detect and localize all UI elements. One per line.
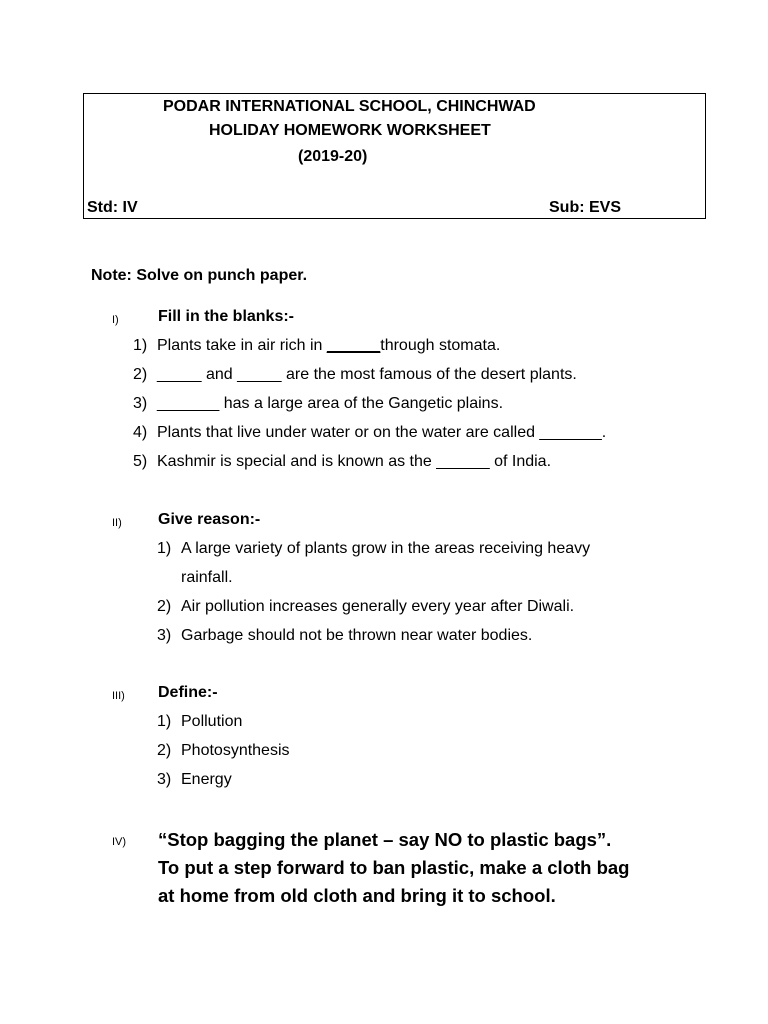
list-item <box>157 771 232 789</box>
activity-line: at home from old cloth and bring it to school. <box>158 885 556 906</box>
header-box <box>83 93 706 219</box>
item-text: through stomata. <box>380 337 501 354</box>
list-item <box>157 598 574 616</box>
item-number: 2) <box>157 598 172 615</box>
item-text: Plants take in air rich in <box>157 337 327 354</box>
list-item <box>157 540 590 558</box>
item-number: 1) <box>157 540 172 557</box>
item-continuation: rainfall. <box>181 569 233 586</box>
list-item <box>133 337 500 355</box>
item-text: Plants that live under water or on the water are called _______. <box>157 424 607 441</box>
section-number: IV) <box>112 836 127 848</box>
standard-label: Std: IV <box>87 199 138 216</box>
item-text: _______ has a large area of the Gangetic plains. <box>157 395 504 412</box>
slogan-line: “Stop bagging the planet – say NO to plastic bags”. <box>158 829 612 850</box>
item-number: 3) <box>157 627 172 644</box>
section-heading: Give reason:- <box>158 511 261 528</box>
list-item <box>133 453 551 471</box>
list-item <box>157 713 242 731</box>
worksheet-title: HOLIDAY HOMEWORK WORKSHEET <box>209 122 491 139</box>
item-text: Kashmir is special and is known as the ______ of India. <box>157 453 552 470</box>
item-number: 3) <box>133 395 148 412</box>
item-number: 5) <box>133 453 148 470</box>
item-number: 3) <box>157 771 172 788</box>
item-text: Air pollution increases generally every year after Diwali. <box>181 598 575 615</box>
item-number: 1) <box>157 713 172 730</box>
academic-year: (2019-20) <box>298 148 368 165</box>
plastic-bag-activity <box>158 826 629 910</box>
list-item <box>157 627 532 645</box>
item-number: 2) <box>133 366 148 383</box>
item-text: Pollution <box>181 713 243 730</box>
item-text: Garbage should not be thrown near water bodies. <box>181 627 533 644</box>
section-heading: Fill in the blanks:- <box>158 308 295 325</box>
section-heading: Define:- <box>158 684 218 701</box>
item-text: Photosynthesis <box>181 742 290 759</box>
item-number: 1) <box>133 337 148 354</box>
note: Note: Solve on punch paper. <box>91 267 308 284</box>
section-number: II) <box>112 517 122 529</box>
list-item <box>133 424 606 442</box>
item-text: Energy <box>181 771 232 788</box>
list-item <box>133 395 503 413</box>
blank: ______ <box>326 337 381 354</box>
item-text: A large variety of plants grow in the areas receiving heavy <box>181 540 591 557</box>
section-number: III) <box>112 690 125 702</box>
list-item <box>157 742 290 760</box>
item-number: 4) <box>133 424 148 441</box>
school-name: PODAR INTERNATIONAL SCHOOL, CHINCHWAD <box>163 98 536 115</box>
subject-label: Sub: EVS <box>549 199 622 216</box>
section-number: I) <box>112 314 119 326</box>
item-text: _____ and _____ are the most famous of the desert plants. <box>157 366 577 383</box>
item-number: 2) <box>157 742 172 759</box>
activity-line: To put a step forward to ban plastic, make a cloth bag <box>158 857 630 878</box>
list-item <box>133 366 577 384</box>
